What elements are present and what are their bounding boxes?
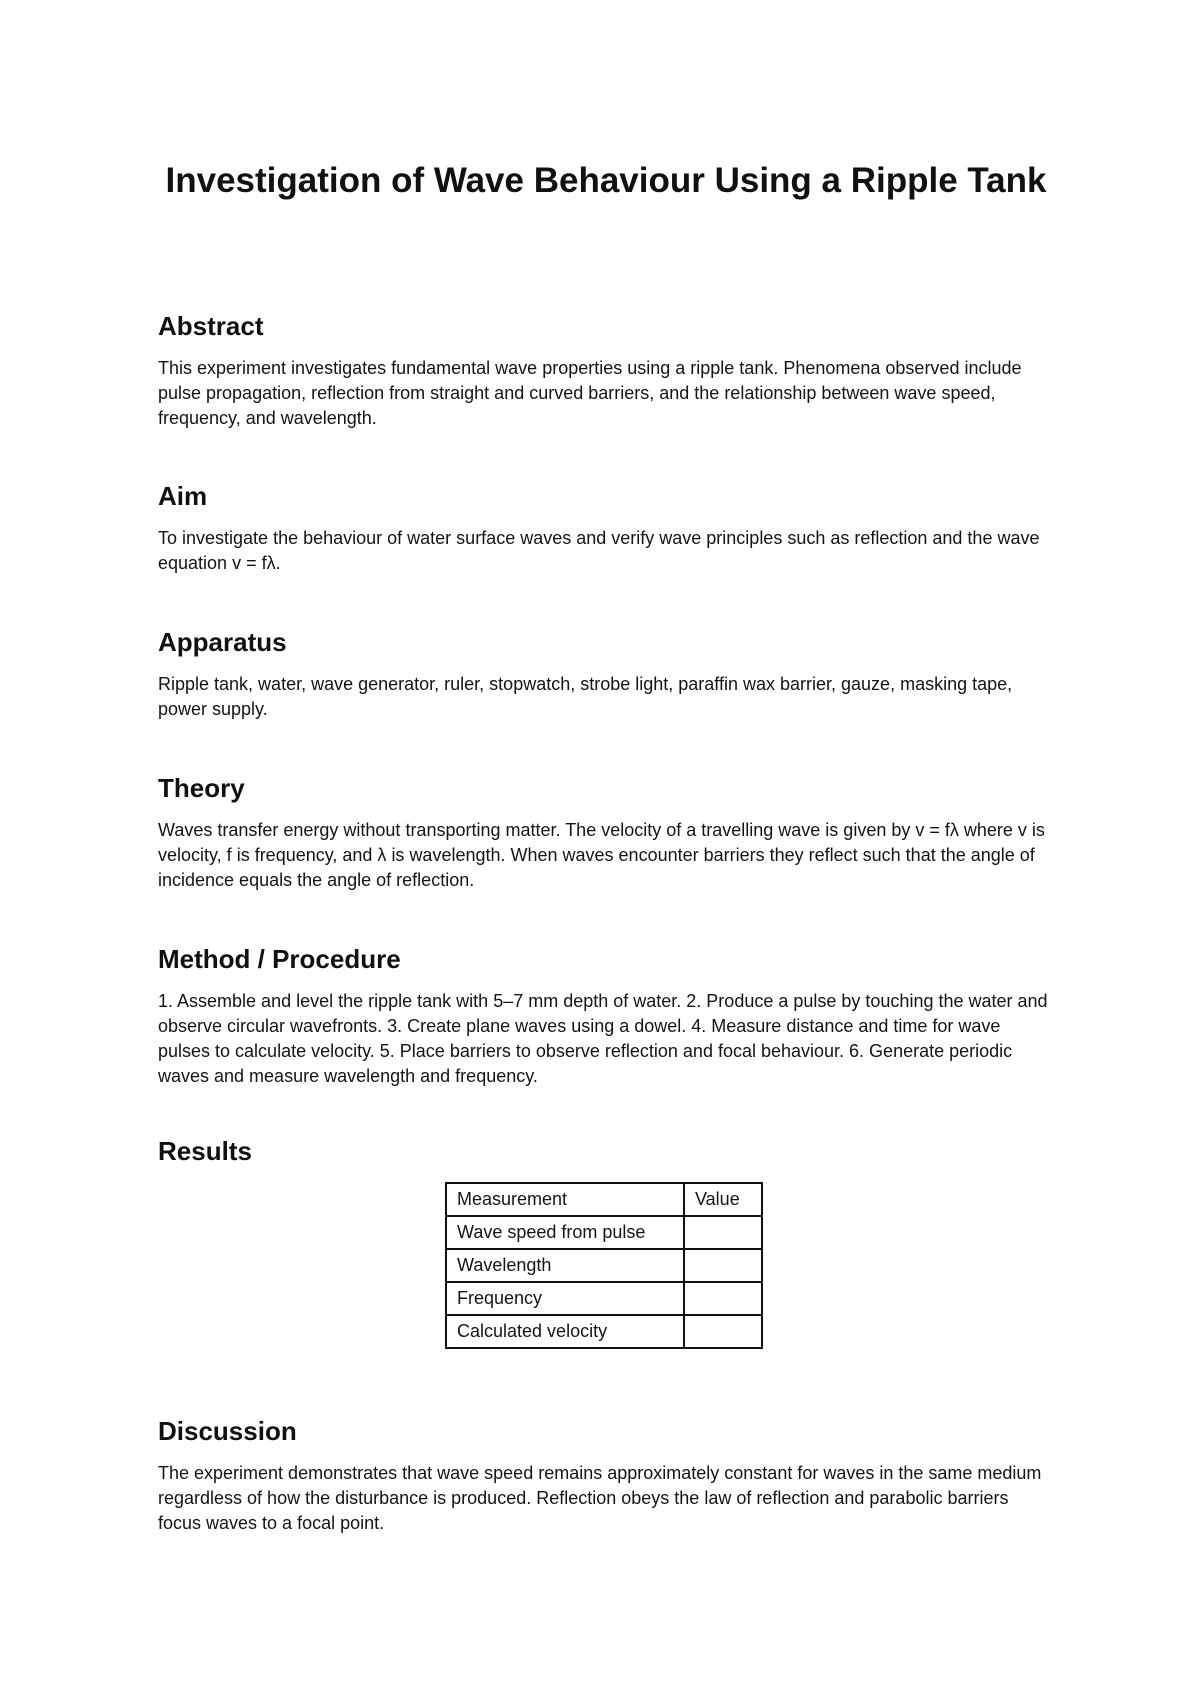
section-heading-method: Method / Procedure [158,944,401,974]
section-results [158,1135,1054,1167]
table-header-cell: Measurement [446,1183,684,1216]
table-cell-value [684,1249,762,1282]
table-row [446,1282,762,1315]
table-cell-measurement: Calculated velocity [446,1315,684,1348]
table-cell-value [684,1282,762,1315]
section-aim [158,480,1054,576]
table-cell-measurement: Wavelength [446,1249,684,1282]
section-heading-results: Results [158,1136,252,1166]
table-cell-value [684,1315,762,1348]
page-title: Investigation of Wave Behaviour Using a Ripple Tank [165,161,1047,200]
section-heading-apparatus: Apparatus [158,627,287,657]
table-header-row [446,1183,762,1216]
section-body-method: 1. Assemble and level the ripple tank with 5–7 mm depth of water. 2. Produce a pulse by touching the water and observe circular wavefronts. 3. Create plane waves using a dowel. 4. Measure distance and time for wave pulses to calculate velocity. 5. Place barriers to observe reflection and focal behaviour. 6. Generate periodic waves and measure wavelength and frequency. [158,991,1048,1086]
section-body-aim: To investigate the behaviour of water surface waves and verify wave principles such as reflection and the wave equation v = fλ. [158,528,1040,573]
table-header-cell: Value [684,1183,762,1216]
table-row [446,1315,762,1348]
section-method [158,943,1054,1089]
table-cell-measurement: Frequency [446,1282,684,1315]
table-row [446,1216,762,1249]
section-body-discussion: The experiment demonstrates that wave speed remains approximately constant for waves in the same medium regardless of how the disturbance is produced. Reflection obeys the law of reflection and parabolic barriers focus waves to a focal point. [158,1463,1042,1533]
table-cell-measurement: Wave speed from pulse [446,1216,684,1249]
section-body-apparatus: Ripple tank, water, wave generator, ruler, stopwatch, strobe light, paraffin wax barrier, gauze, masking tape, power supply. [158,674,1013,719]
section-heading-aim: Aim [158,481,208,511]
results-table [445,1182,763,1349]
section-apparatus [158,626,1054,722]
section-theory [158,772,1054,893]
section-abstract [158,310,1054,431]
section-heading-discussion: Discussion [158,1416,297,1446]
section-discussion [158,1415,1054,1536]
section-heading-theory: Theory [158,773,245,803]
section-heading-abstract: Abstract [158,311,264,341]
table-cell-value [684,1216,762,1249]
section-body-abstract: This experiment investigates fundamental wave properties using a ripple tank. Phenomena observed include pulse propagation, reflection from straight and curved barriers, and the relationship between wave speed, frequency, and wavelength. [158,358,1022,428]
section-body-theory: Waves transfer energy without transporting matter. The velocity of a travelling wave is given by v = fλ where v is velocity, f is frequency, and λ is wavelength. When waves encounter barriers they reflect such that the angle of incidence equals the angle of reflection. [158,820,1045,890]
table-row [446,1249,762,1282]
